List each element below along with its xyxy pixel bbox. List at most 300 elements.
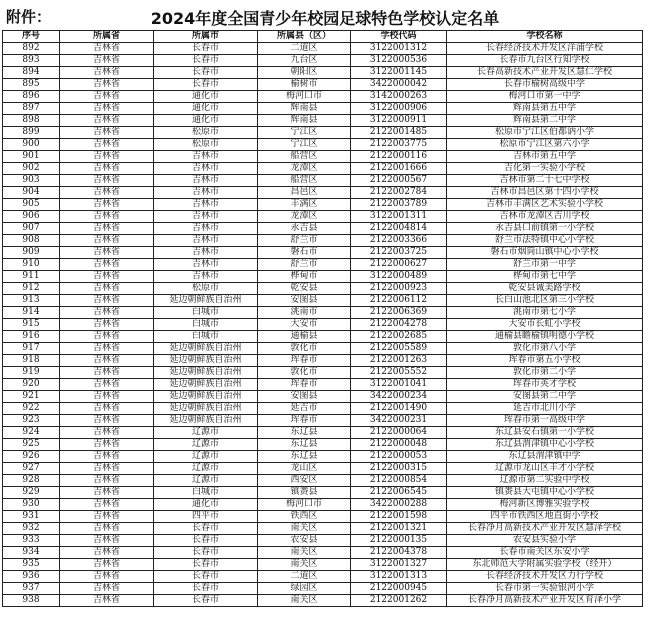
cell-county: 九台区 bbox=[258, 55, 351, 67]
cell-province: 吉林省 bbox=[60, 283, 154, 295]
cell-school-code: 3422000042 bbox=[351, 79, 447, 91]
cell-index: 909 bbox=[3, 247, 60, 259]
cell-county: 榆树市 bbox=[258, 79, 351, 91]
cell-city: 延边朝鲜族自治州 bbox=[154, 415, 258, 427]
cell-index: 927 bbox=[3, 463, 60, 475]
cell-school-name: 东辽县渭津镇中心小学校 bbox=[447, 439, 643, 451]
cell-school-code: 2122001263 bbox=[351, 355, 447, 367]
column-header-school-name: 学校名称 bbox=[447, 31, 643, 43]
cell-index: 919 bbox=[3, 367, 60, 379]
cell-county: 大安市 bbox=[258, 319, 351, 331]
cell-county: 敦化市 bbox=[258, 343, 351, 355]
cell-school-code: 2122001262 bbox=[351, 595, 447, 607]
cell-city: 吉林市 bbox=[154, 247, 258, 259]
cell-index: 901 bbox=[3, 151, 60, 163]
cell-county: 二道区 bbox=[258, 43, 351, 55]
cell-county: 珲春市 bbox=[258, 355, 351, 367]
cell-city: 白城市 bbox=[154, 307, 258, 319]
cell-school-name: 珲春市第五小学校 bbox=[447, 355, 643, 367]
cell-county: 铁西区 bbox=[258, 511, 351, 523]
cell-school-code: 3122001313 bbox=[351, 571, 447, 583]
cell-city: 长春市 bbox=[154, 43, 258, 55]
cell-school-code: 2122000854 bbox=[351, 475, 447, 487]
cell-school-name: 珲春市英才学校 bbox=[447, 379, 643, 391]
cell-province: 吉林省 bbox=[60, 427, 154, 439]
cell-school-name: 吉林市昌邑区第十四小学校 bbox=[447, 187, 643, 199]
table-row bbox=[3, 163, 643, 175]
cell-index: 920 bbox=[3, 379, 60, 391]
cell-school-name: 长春经济技术开发区力行学校 bbox=[447, 571, 643, 583]
cell-school-name: 吉林市第五中学 bbox=[447, 151, 643, 163]
cell-county: 镇赉县 bbox=[258, 487, 351, 499]
cell-province: 吉林省 bbox=[60, 271, 154, 283]
cell-index: 905 bbox=[3, 199, 60, 211]
cell-county: 龙山区 bbox=[258, 463, 351, 475]
cell-city: 延边朝鲜族自治州 bbox=[154, 343, 258, 355]
cell-province: 吉林省 bbox=[60, 91, 154, 103]
cell-province: 吉林省 bbox=[60, 127, 154, 139]
column-header-school-code: 学校代码 bbox=[351, 31, 447, 43]
cell-school-name: 乾安县诚美路学校 bbox=[447, 283, 643, 295]
cell-city: 吉林市 bbox=[154, 259, 258, 271]
cell-city: 吉林市 bbox=[154, 211, 258, 223]
cell-province: 吉林省 bbox=[60, 475, 154, 487]
cell-school-code: 2122001490 bbox=[351, 403, 447, 415]
table-row bbox=[3, 439, 643, 451]
cell-school-code: 2122005552 bbox=[351, 367, 447, 379]
column-header-city: 所属市 bbox=[154, 31, 258, 43]
cell-index: 907 bbox=[3, 223, 60, 235]
cell-school-name: 永吉县口前镇第一小学校 bbox=[447, 223, 643, 235]
cell-school-name: 长春市第一实验银河小学 bbox=[447, 583, 643, 595]
cell-school-name: 梅河口市第一中学 bbox=[447, 91, 643, 103]
cell-province: 吉林省 bbox=[60, 415, 154, 427]
cell-index: 897 bbox=[3, 103, 60, 115]
cell-index: 931 bbox=[3, 511, 60, 523]
cell-province: 吉林省 bbox=[60, 547, 154, 559]
cell-province: 吉林省 bbox=[60, 439, 154, 451]
cell-school-name: 舒兰市第一中学 bbox=[447, 259, 643, 271]
cell-school-code: 2122001485 bbox=[351, 127, 447, 139]
cell-index: 893 bbox=[3, 55, 60, 67]
cell-city: 通化市 bbox=[154, 103, 258, 115]
cell-province: 吉林省 bbox=[60, 79, 154, 91]
table-row bbox=[3, 427, 643, 439]
cell-province: 吉林省 bbox=[60, 175, 154, 187]
table-row bbox=[3, 511, 643, 523]
table-row bbox=[3, 103, 643, 115]
page-title: 2024年度全国青少年校园足球特色学校认定名单 bbox=[150, 9, 500, 28]
cell-province: 吉林省 bbox=[60, 307, 154, 319]
table-row bbox=[3, 463, 643, 475]
cell-index: 902 bbox=[3, 163, 60, 175]
cell-index: 911 bbox=[3, 271, 60, 283]
column-header-province: 所属省 bbox=[60, 31, 154, 43]
table-row bbox=[3, 187, 643, 199]
cell-school-name: 敦化市第八小学 bbox=[447, 343, 643, 355]
cell-city: 松原市 bbox=[154, 139, 258, 151]
table-row bbox=[3, 43, 643, 55]
cell-index: 904 bbox=[3, 187, 60, 199]
cell-county: 船营区 bbox=[258, 151, 351, 163]
cell-province: 吉林省 bbox=[60, 367, 154, 379]
table-row bbox=[3, 559, 643, 571]
cell-county: 延吉市 bbox=[258, 403, 351, 415]
cell-county: 昌邑区 bbox=[258, 187, 351, 199]
table-row bbox=[3, 127, 643, 139]
cell-city: 吉林市 bbox=[154, 271, 258, 283]
table-row bbox=[3, 139, 643, 151]
table-row bbox=[3, 571, 643, 583]
cell-city: 通化市 bbox=[154, 91, 258, 103]
cell-school-name: 长春市九台区行知学校 bbox=[447, 55, 643, 67]
cell-county: 东辽县 bbox=[258, 439, 351, 451]
cell-school-code: 3122001041 bbox=[351, 379, 447, 391]
table-row bbox=[3, 67, 643, 79]
table-row bbox=[3, 295, 643, 307]
cell-school-code: 3422000288 bbox=[351, 499, 447, 511]
page-header bbox=[0, 0, 650, 32]
cell-school-code: 2122003775 bbox=[351, 139, 447, 151]
cell-school-name: 长春市南关区东安小学 bbox=[447, 547, 643, 559]
cell-index: 935 bbox=[3, 559, 60, 571]
cell-city: 长春市 bbox=[154, 595, 258, 607]
schools-table bbox=[2, 30, 643, 607]
cell-school-code: 2122000567 bbox=[351, 175, 447, 187]
table-row bbox=[3, 199, 643, 211]
cell-city: 吉林市 bbox=[154, 223, 258, 235]
cell-city: 通化市 bbox=[154, 499, 258, 511]
cell-index: 895 bbox=[3, 79, 60, 91]
cell-school-name: 大安市长虹小学校 bbox=[447, 319, 643, 331]
cell-index: 917 bbox=[3, 343, 60, 355]
cell-province: 吉林省 bbox=[60, 43, 154, 55]
cell-school-name: 辉南县第五中学 bbox=[447, 103, 643, 115]
table-row bbox=[3, 535, 643, 547]
cell-province: 吉林省 bbox=[60, 211, 154, 223]
cell-school-name: 辽源市龙山区丰才小学校 bbox=[447, 463, 643, 475]
cell-province: 吉林省 bbox=[60, 343, 154, 355]
cell-school-name: 梅河新区博雅实验学校 bbox=[447, 499, 643, 511]
cell-province: 吉林省 bbox=[60, 355, 154, 367]
table-row bbox=[3, 151, 643, 163]
cell-school-code: 2122000135 bbox=[351, 535, 447, 547]
cell-county: 舒兰市 bbox=[258, 235, 351, 247]
cell-school-code: 3422000231 bbox=[351, 415, 447, 427]
cell-county: 珲春市 bbox=[258, 379, 351, 391]
table-row bbox=[3, 499, 643, 511]
cell-school-code: 2122001321 bbox=[351, 523, 447, 535]
cell-county: 东辽县 bbox=[258, 451, 351, 463]
cell-city: 长春市 bbox=[154, 547, 258, 559]
cell-county: 敦化市 bbox=[258, 367, 351, 379]
cell-city: 吉林市 bbox=[154, 175, 258, 187]
table-row bbox=[3, 283, 643, 295]
cell-province: 吉林省 bbox=[60, 451, 154, 463]
cell-city: 长春市 bbox=[154, 67, 258, 79]
cell-school-code: 2122000627 bbox=[351, 259, 447, 271]
cell-county: 梅河口市 bbox=[258, 499, 351, 511]
cell-school-name: 东辽县渭津镇中学 bbox=[447, 451, 643, 463]
cell-county: 南关区 bbox=[258, 523, 351, 535]
table-row bbox=[3, 367, 643, 379]
cell-province: 吉林省 bbox=[60, 463, 154, 475]
cell-city: 长春市 bbox=[154, 583, 258, 595]
table-row bbox=[3, 391, 643, 403]
cell-province: 吉林省 bbox=[60, 523, 154, 535]
cell-county: 珲春市 bbox=[258, 415, 351, 427]
cell-city: 延边朝鲜族自治州 bbox=[154, 295, 258, 307]
cell-index: 921 bbox=[3, 391, 60, 403]
cell-index: 892 bbox=[3, 43, 60, 55]
cell-province: 吉林省 bbox=[60, 499, 154, 511]
cell-province: 吉林省 bbox=[60, 151, 154, 163]
table-row bbox=[3, 211, 643, 223]
cell-city: 吉林市 bbox=[154, 187, 258, 199]
cell-school-code: 3422000234 bbox=[351, 391, 447, 403]
cell-index: 922 bbox=[3, 403, 60, 415]
cell-province: 吉林省 bbox=[60, 55, 154, 67]
cell-county: 乾安县 bbox=[258, 283, 351, 295]
cell-school-code: 3122001327 bbox=[351, 559, 447, 571]
cell-index: 908 bbox=[3, 235, 60, 247]
cell-school-code: 2122000116 bbox=[351, 151, 447, 163]
cell-school-name: 松原市宁江区伯都讷小学 bbox=[447, 127, 643, 139]
cell-county: 二道区 bbox=[258, 571, 351, 583]
cell-index: 933 bbox=[3, 535, 60, 547]
cell-index: 923 bbox=[3, 415, 60, 427]
cell-county: 南关区 bbox=[258, 595, 351, 607]
cell-school-name: 镇赉县大屯镇中心小学校 bbox=[447, 487, 643, 499]
cell-province: 吉林省 bbox=[60, 583, 154, 595]
cell-city: 松原市 bbox=[154, 127, 258, 139]
cell-school-code: 2122000923 bbox=[351, 283, 447, 295]
cell-county: 宁江区 bbox=[258, 139, 351, 151]
cell-city: 通化市 bbox=[154, 115, 258, 127]
cell-school-code: 2122000053 bbox=[351, 451, 447, 463]
table-row bbox=[3, 343, 643, 355]
cell-city: 松原市 bbox=[154, 283, 258, 295]
cell-index: 926 bbox=[3, 451, 60, 463]
cell-county: 永吉县 bbox=[258, 223, 351, 235]
cell-index: 928 bbox=[3, 475, 60, 487]
table-header-row bbox=[3, 31, 643, 43]
table-row bbox=[3, 475, 643, 487]
cell-city: 白城市 bbox=[154, 319, 258, 331]
cell-index: 934 bbox=[3, 547, 60, 559]
cell-province: 吉林省 bbox=[60, 535, 154, 547]
cell-school-name: 辉南县第二中学 bbox=[447, 115, 643, 127]
cell-province: 吉林省 bbox=[60, 247, 154, 259]
cell-city: 吉林市 bbox=[154, 235, 258, 247]
cell-index: 937 bbox=[3, 583, 60, 595]
cell-school-name: 松原市宁江区第六小学 bbox=[447, 139, 643, 151]
cell-city: 延边朝鲜族自治州 bbox=[154, 403, 258, 415]
cell-school-code: 2122005589 bbox=[351, 343, 447, 355]
cell-school-code: 2122002784 bbox=[351, 187, 447, 199]
table-row bbox=[3, 355, 643, 367]
table-row bbox=[3, 175, 643, 187]
cell-index: 918 bbox=[3, 355, 60, 367]
table-row bbox=[3, 523, 643, 535]
cell-school-code: 2122003789 bbox=[351, 199, 447, 211]
cell-city: 吉林市 bbox=[154, 163, 258, 175]
cell-province: 吉林省 bbox=[60, 223, 154, 235]
table-row bbox=[3, 487, 643, 499]
cell-school-code: 3122001312 bbox=[351, 43, 447, 55]
cell-province: 吉林省 bbox=[60, 595, 154, 607]
cell-school-name: 农安县实验小学 bbox=[447, 535, 643, 547]
cell-school-name: 吉林市丰满区艺术实验小学校 bbox=[447, 199, 643, 211]
cell-city: 长春市 bbox=[154, 79, 258, 91]
cell-school-code: 2122006112 bbox=[351, 295, 447, 307]
cell-school-code: 3142000263 bbox=[351, 91, 447, 103]
cell-school-name: 吉化第一实验小学校 bbox=[447, 163, 643, 175]
cell-index: 924 bbox=[3, 427, 60, 439]
cell-school-code: 3122000536 bbox=[351, 55, 447, 67]
table-row bbox=[3, 331, 643, 343]
cell-county: 龙潭区 bbox=[258, 211, 351, 223]
cell-city: 延边朝鲜族自治州 bbox=[154, 367, 258, 379]
cell-school-name: 长白山池北区第三小学校 bbox=[447, 295, 643, 307]
cell-county: 农安县 bbox=[258, 535, 351, 547]
column-header-index: 序号 bbox=[3, 31, 60, 43]
cell-city: 长春市 bbox=[154, 523, 258, 535]
cell-county: 洮南市 bbox=[258, 307, 351, 319]
cell-province: 吉林省 bbox=[60, 115, 154, 127]
table-row bbox=[3, 319, 643, 331]
cell-school-code: 2122001598 bbox=[351, 511, 447, 523]
cell-city: 延边朝鲜族自治州 bbox=[154, 379, 258, 391]
cell-index: 898 bbox=[3, 115, 60, 127]
cell-city: 吉林市 bbox=[154, 151, 258, 163]
cell-school-name: 通榆县瞻榆镇明德小学校 bbox=[447, 331, 643, 343]
cell-school-code: 3122001145 bbox=[351, 67, 447, 79]
cell-city: 长春市 bbox=[154, 535, 258, 547]
cell-county: 磐石市 bbox=[258, 247, 351, 259]
cell-school-name: 东辽县安石镇第一小学校 bbox=[447, 427, 643, 439]
cell-province: 吉林省 bbox=[60, 403, 154, 415]
cell-county: 西安区 bbox=[258, 475, 351, 487]
cell-school-name: 磐石市烟筒山镇中心小学校 bbox=[447, 247, 643, 259]
cell-province: 吉林省 bbox=[60, 391, 154, 403]
table-row bbox=[3, 79, 643, 91]
cell-school-name: 东北师范大学附属实验学校（经开） bbox=[447, 559, 643, 571]
cell-school-name: 长春高新技术产业开发区慧仁学校 bbox=[447, 67, 643, 79]
cell-school-code: 2122006545 bbox=[351, 487, 447, 499]
cell-index: 899 bbox=[3, 127, 60, 139]
cell-province: 吉林省 bbox=[60, 139, 154, 151]
cell-province: 吉林省 bbox=[60, 67, 154, 79]
cell-county: 丰满区 bbox=[258, 199, 351, 211]
cell-index: 913 bbox=[3, 295, 60, 307]
cell-school-code: 2122002685 bbox=[351, 331, 447, 343]
cell-index: 912 bbox=[3, 283, 60, 295]
cell-school-code: 3122000906 bbox=[351, 103, 447, 115]
table-row bbox=[3, 223, 643, 235]
table-row bbox=[3, 403, 643, 415]
cell-county: 桦甸市 bbox=[258, 271, 351, 283]
cell-index: 930 bbox=[3, 499, 60, 511]
cell-city: 辽源市 bbox=[154, 451, 258, 463]
cell-county: 南关区 bbox=[258, 559, 351, 571]
cell-city: 辽源市 bbox=[154, 439, 258, 451]
cell-province: 吉林省 bbox=[60, 259, 154, 271]
cell-province: 吉林省 bbox=[60, 187, 154, 199]
cell-school-name: 延吉市北川小学 bbox=[447, 403, 643, 415]
table-row bbox=[3, 271, 643, 283]
cell-school-name: 吉林市第二十七中学校 bbox=[447, 175, 643, 187]
cell-province: 吉林省 bbox=[60, 511, 154, 523]
cell-index: 916 bbox=[3, 331, 60, 343]
cell-school-name: 珲春市第一高级中学 bbox=[447, 415, 643, 427]
cell-index: 929 bbox=[3, 487, 60, 499]
cell-county: 龙潭区 bbox=[258, 163, 351, 175]
cell-school-code: 2122000945 bbox=[351, 583, 447, 595]
cell-county: 绿园区 bbox=[258, 583, 351, 595]
cell-school-code: 3122000911 bbox=[351, 115, 447, 127]
cell-province: 吉林省 bbox=[60, 559, 154, 571]
cell-province: 吉林省 bbox=[60, 487, 154, 499]
cell-index: 932 bbox=[3, 523, 60, 535]
cell-school-name: 长春净月高新技术产业开发区慧泽学校 bbox=[447, 523, 643, 535]
table-row bbox=[3, 583, 643, 595]
cell-school-name: 长春市榆树高级中学 bbox=[447, 79, 643, 91]
table-row bbox=[3, 55, 643, 67]
cell-county: 朝阳区 bbox=[258, 67, 351, 79]
cell-county: 船营区 bbox=[258, 175, 351, 187]
cell-county: 梅河口市 bbox=[258, 91, 351, 103]
cell-school-code: 3122000489 bbox=[351, 271, 447, 283]
cell-city: 延边朝鲜族自治州 bbox=[154, 355, 258, 367]
cell-school-code: 2122004378 bbox=[351, 547, 447, 559]
cell-index: 896 bbox=[3, 91, 60, 103]
cell-county: 舒兰市 bbox=[258, 259, 351, 271]
cell-index: 900 bbox=[3, 139, 60, 151]
cell-city: 四平市 bbox=[154, 511, 258, 523]
cell-school-code: 2122004814 bbox=[351, 223, 447, 235]
cell-province: 吉林省 bbox=[60, 163, 154, 175]
cell-school-code: 2122004278 bbox=[351, 319, 447, 331]
cell-city: 吉林市 bbox=[154, 199, 258, 211]
table-row bbox=[3, 379, 643, 391]
cell-city: 延边朝鲜族自治州 bbox=[154, 391, 258, 403]
cell-county: 宁江区 bbox=[258, 127, 351, 139]
cell-province: 吉林省 bbox=[60, 199, 154, 211]
cell-city: 白城市 bbox=[154, 331, 258, 343]
table-row bbox=[3, 91, 643, 103]
cell-city: 长春市 bbox=[154, 559, 258, 571]
cell-school-code: 3122001311 bbox=[351, 211, 447, 223]
table-row bbox=[3, 595, 643, 607]
table-row bbox=[3, 115, 643, 127]
table-row bbox=[3, 247, 643, 259]
cell-index: 925 bbox=[3, 439, 60, 451]
cell-school-name: 舒兰市法特镇中心小学校 bbox=[447, 235, 643, 247]
cell-school-code: 2122000048 bbox=[351, 439, 447, 451]
cell-province: 吉林省 bbox=[60, 379, 154, 391]
cell-index: 910 bbox=[3, 259, 60, 271]
table-row bbox=[3, 415, 643, 427]
cell-county: 安图县 bbox=[258, 391, 351, 403]
cell-city: 长春市 bbox=[154, 571, 258, 583]
cell-city: 辽源市 bbox=[154, 463, 258, 475]
cell-city: 长春市 bbox=[154, 55, 258, 67]
cell-index: 915 bbox=[3, 319, 60, 331]
cell-school-name: 长春净月高新技术产业开发区育泽小学 bbox=[447, 595, 643, 607]
cell-school-name: 吉林市龙潭区吉川学校 bbox=[447, 211, 643, 223]
cell-index: 938 bbox=[3, 595, 60, 607]
